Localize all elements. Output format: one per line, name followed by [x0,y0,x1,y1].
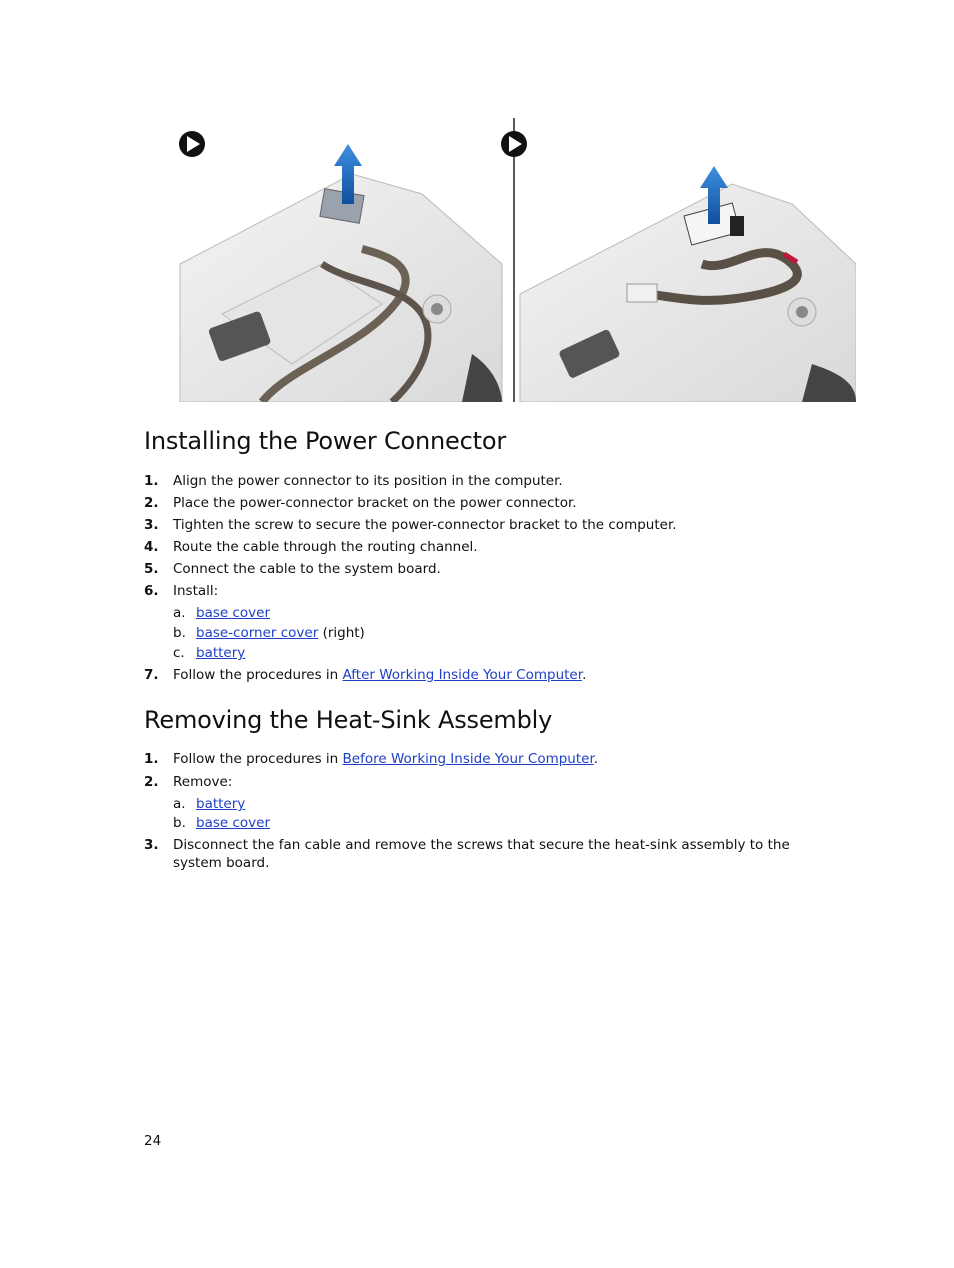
step-text-prefix: Follow the procedures in [173,751,343,767]
step-number: 1. [144,751,159,767]
left-panel [180,174,502,402]
step-text: Route the cable through the routing channel. [173,539,478,555]
step-number: 1. [144,473,159,489]
step-text: Disconnect the fan cable and remove the screws that secure the heat-sink assembly to the system board. [173,837,790,871]
step-number: 2. [144,774,159,790]
step-text: Connect the cable to the system board. [173,561,441,577]
step-text: Align the power connector to its position in the computer. [173,473,563,489]
base-cover-link[interactable]: base cover [196,605,270,621]
step-number: 6. [144,583,159,599]
step-number: 7. [144,667,159,683]
sub-item-letter: b. [173,815,186,831]
power-connector-figure [172,114,856,402]
step-text: Install: [173,583,219,599]
step-text [173,666,833,684]
sub-item-letter: a. [173,605,186,621]
sub-item-suffix: (right) [318,625,365,641]
step-text: Tighten the screw to secure the power-connector bracket to the computer. [173,517,677,533]
step-text [173,750,833,768]
page-number: 24 [144,1133,162,1149]
sub-item-letter: a. [173,796,186,812]
step-text-suffix: . [582,667,587,683]
base-cover-link[interactable]: base cover [196,815,270,831]
step-number: 3. [144,517,159,533]
section-heading: Removing the Heat-Sink Assembly [144,706,553,734]
step-number: 4. [144,539,159,555]
before-working-link[interactable]: Before Working Inside Your Computer [342,751,594,767]
section-heading: Installing the Power Connector [144,427,506,455]
step-text: Remove: [173,774,233,790]
base-corner-cover-link[interactable]: base-corner cover [196,625,319,641]
play-circle-icon [501,131,527,157]
play-circle-icon [179,131,205,157]
step-number: 5. [144,561,159,577]
battery-link[interactable]: battery [196,796,246,812]
right-panel [520,184,856,402]
step-number: 3. [144,837,159,853]
after-working-link[interactable]: After Working Inside Your Computer [342,667,583,683]
step-text: Place the power-connector bracket on the power connector. [173,495,577,511]
step-text-suffix: . [593,751,599,767]
battery-link[interactable]: battery [196,645,246,661]
step-text-prefix: Follow the procedures in [173,667,343,683]
sub-item-letter: c. [173,645,185,661]
step-number: 2. [144,495,159,511]
sub-item-letter: b. [173,625,186,641]
